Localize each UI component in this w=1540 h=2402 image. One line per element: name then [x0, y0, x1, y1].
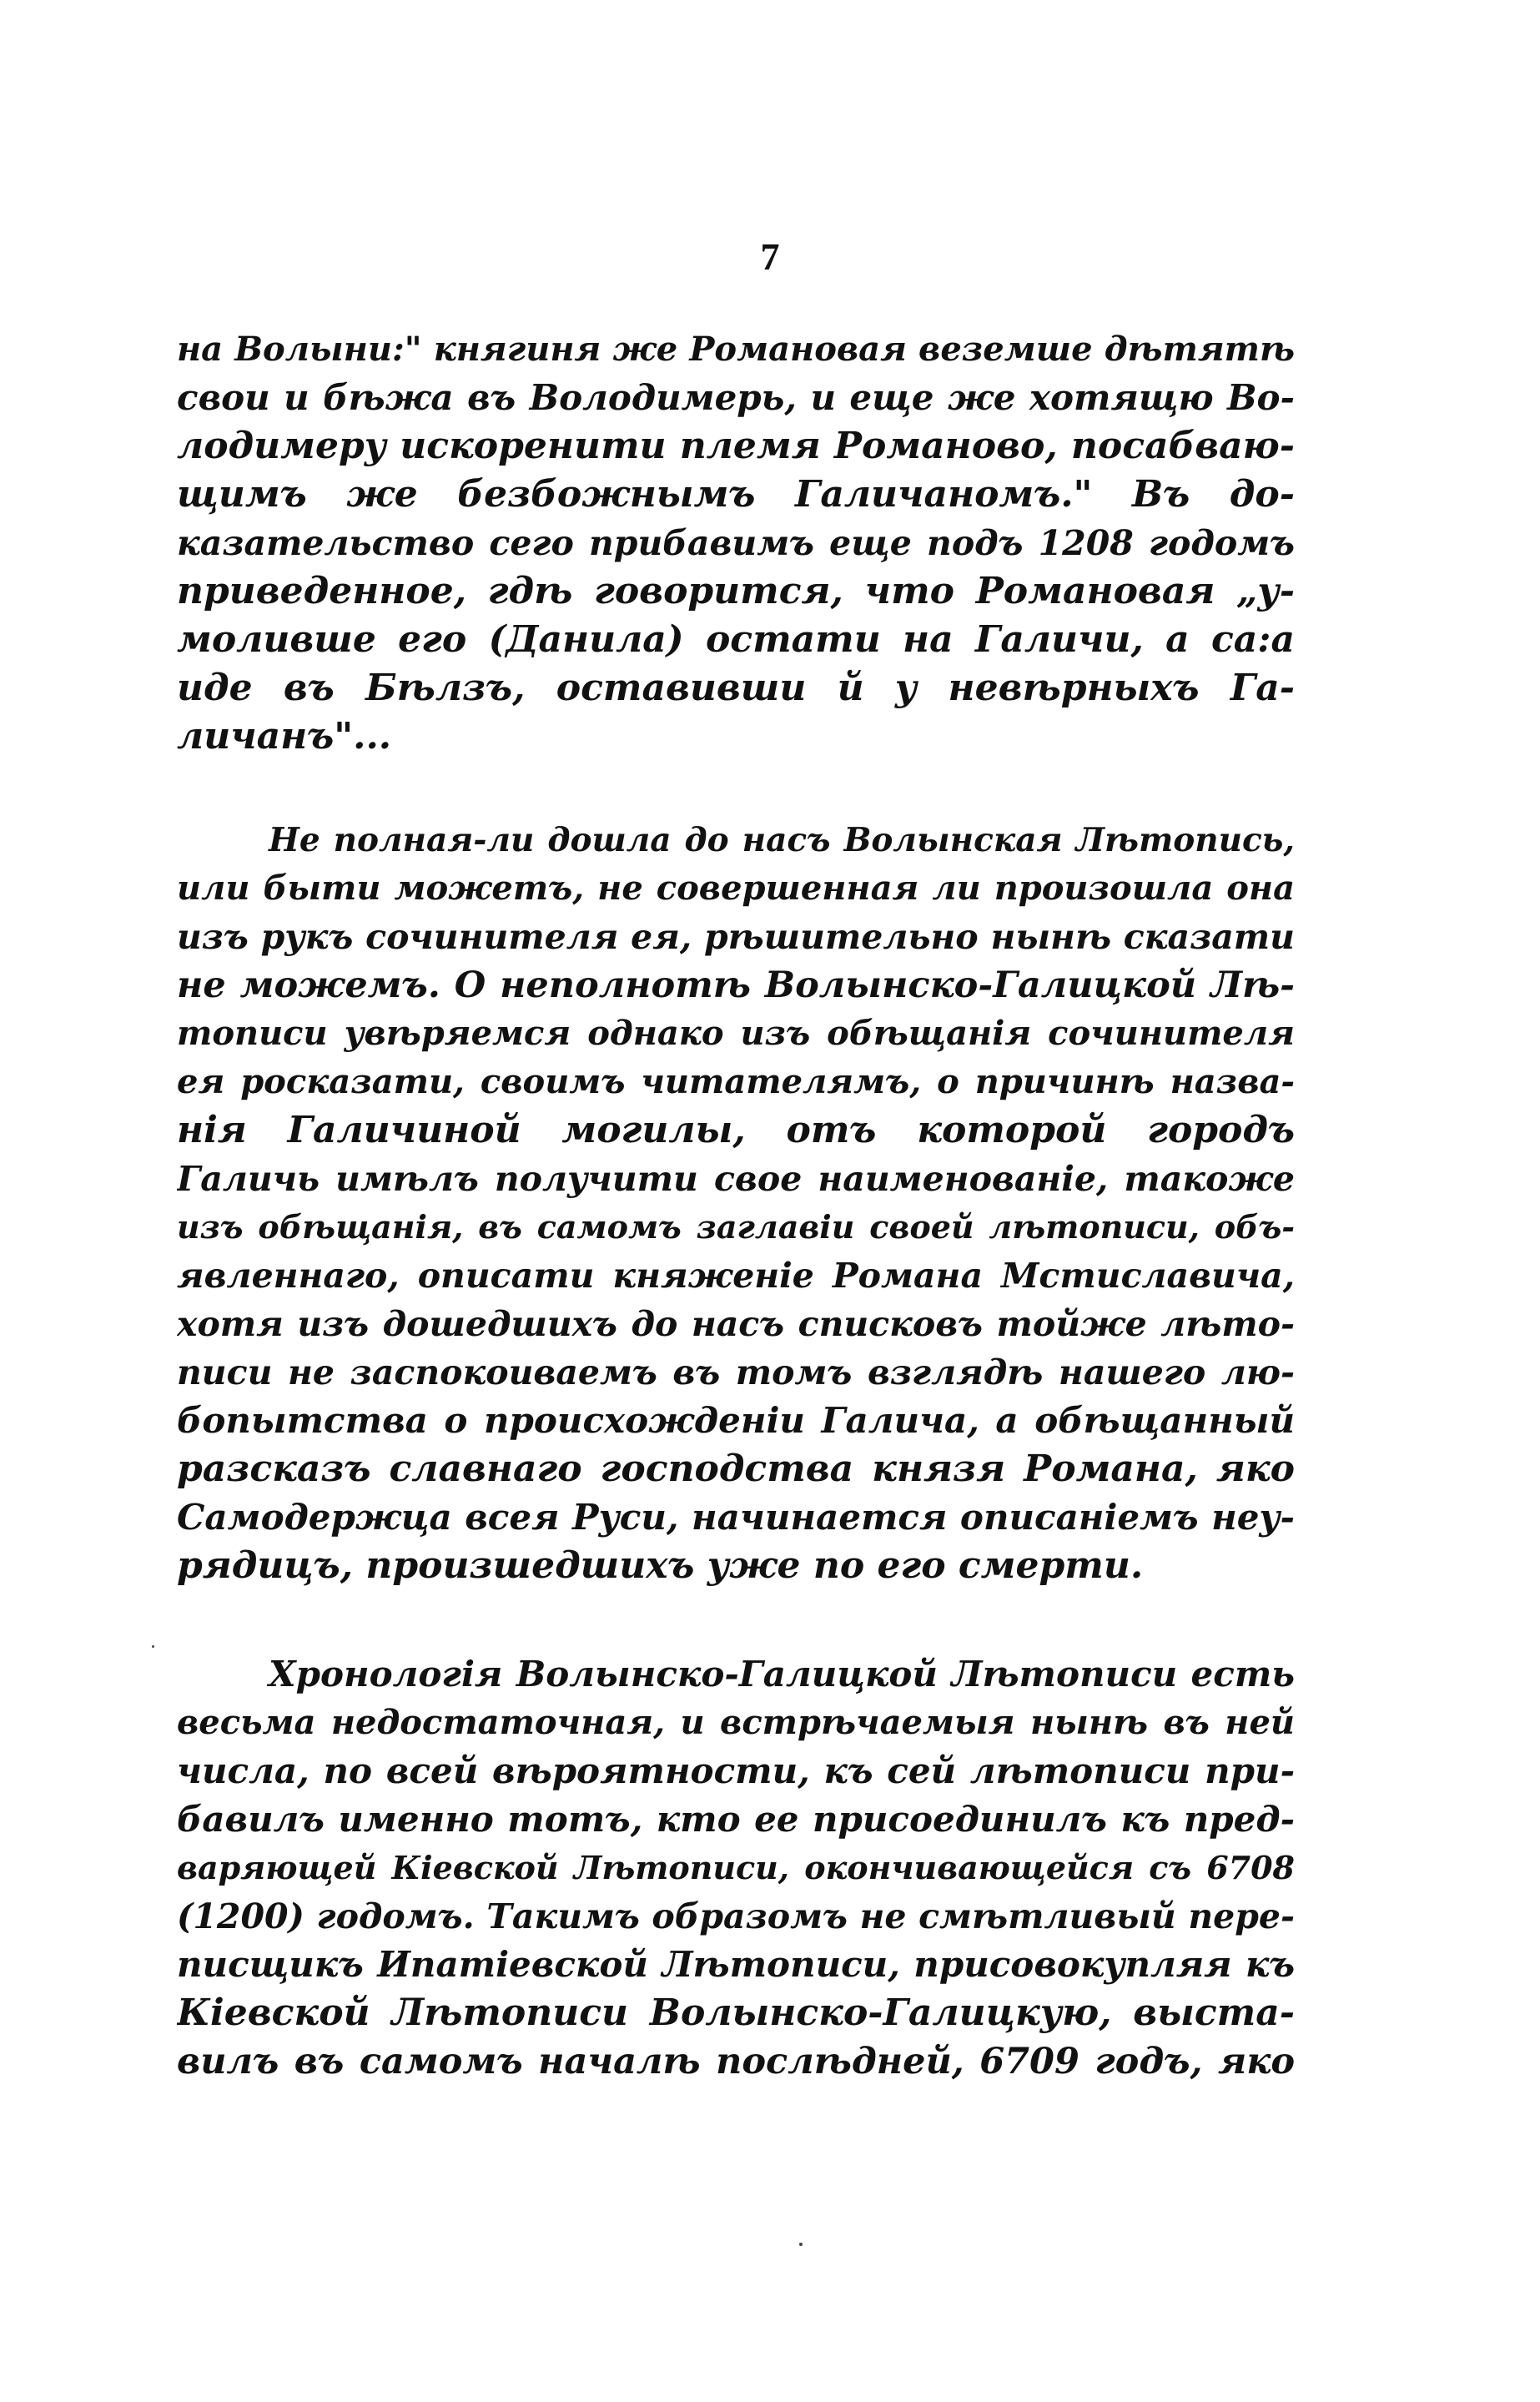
- text-line: бопытства о происхожденіи Галича, а обѣщанный: [177, 1400, 1295, 1441]
- text-line: не можемъ. О неполнотѣ Волынско-Галицкой Лѣ-: [177, 964, 1295, 1006]
- text-line: вилъ въ самомъ началѣ послѣдней, 6709 годъ, яко: [177, 2041, 1295, 2082]
- text-line: Галичь имѣлъ получити свое наименованіе, такоже: [177, 1159, 1295, 1199]
- text-line: рядицъ, произшедшихъ уже по его смерти.: [177, 1544, 1144, 1587]
- text-line: или быти можетъ, не совершенная ли произошла она: [177, 869, 1295, 908]
- text-line: моливше его (Данила) остати на Галичи, а са:а: [177, 618, 1295, 661]
- paragraph-2: [177, 816, 1295, 1590]
- text-line: числа, по всей вѣроятности, къ сей лѣтописи при-: [177, 1750, 1295, 1791]
- text-line: бавилъ именно тотъ, кто ее присоединилъ къ пред-: [177, 1799, 1295, 1840]
- text-line: свои и бѣжа въ Володимерь, и еще же хотящю Во-: [177, 377, 1295, 418]
- paragraph-3: [177, 1650, 1295, 2086]
- text-line: ея росказати, своимъ читателямъ, о причинѣ назва-: [177, 1062, 1295, 1101]
- scan-speck: [152, 1645, 154, 1648]
- text-line: Самодержца всея Руси, начинается описаніемъ неу-: [177, 1497, 1295, 1538]
- text-line: приведенное, гдѣ говорится, что Романовая „у-: [177, 570, 1295, 612]
- text-line: личанъ"...: [177, 715, 392, 758]
- text-line: нія Галичиной могилы, отъ которой городъ: [177, 1109, 1295, 1151]
- text-line: тописи увѣряемся однако изъ обѣщанія сочинителя: [177, 1014, 1295, 1053]
- text-line: Кіевской Лѣтописи Волынско-Галицкую, выста-: [177, 1992, 1295, 2034]
- text-line: варяющей Кіевской Лѣтописи, окончивающейся съ 6708: [177, 1849, 1295, 1886]
- text-line: щимъ же безбожнымъ Галичаномъ." Въ до-: [177, 473, 1295, 516]
- text-line: лодимеру искоренити племя Романово, посабваю-: [177, 425, 1295, 467]
- text-line: писи не заспокоиваемъ въ томъ взглядѣ нашего лю-: [177, 1352, 1295, 1392]
- text-line: явленнаго, описати княженіе Романа Мстиславича,: [177, 1256, 1295, 1296]
- text-line: разсказъ славнаго господства князя Романа, яко: [177, 1448, 1295, 1490]
- text-line: иде въ Бѣлзъ, оставивши й у невѣрныхъ Га-: [177, 667, 1295, 709]
- text-line: (1200) годомъ. Такимъ образомъ не смѣтливый пере-: [177, 1896, 1295, 1936]
- text-line: хотя изъ дошедшихъ до насъ списковъ тойже лѣто-: [177, 1304, 1295, 1344]
- text-line: Хронологія Волынско-Галицкой Лѣтописи есть: [269, 1654, 1295, 1694]
- text-line: на Волыни:" княгиня же Романовая веземше дѣтятѣ: [177, 330, 1295, 369]
- text-line: весьма недостаточная, и встрѣчаемыя нынѣ въ ней: [177, 1703, 1295, 1742]
- scan-speck: [799, 2243, 803, 2246]
- text-line: изъ рукъ сочинителя ея, рѣшительно нынѣ сказати: [177, 917, 1295, 957]
- paragraph-1: [177, 325, 1295, 761]
- text-line: казательство сего прибавимъ еще подъ 1208 годомъ: [177, 523, 1295, 563]
- text-line: Не полная-ли дошла до насъ Волынская Лѣтопись,: [269, 821, 1295, 859]
- page-number: 7: [760, 235, 780, 278]
- text-line: изъ обѣщанія, въ самомъ заглавіи своей лѣтописи, объ-: [177, 1208, 1295, 1246]
- text-line: писщикъ Ипатіевской Лѣтописи, присовокупляя къ: [177, 1944, 1295, 1985]
